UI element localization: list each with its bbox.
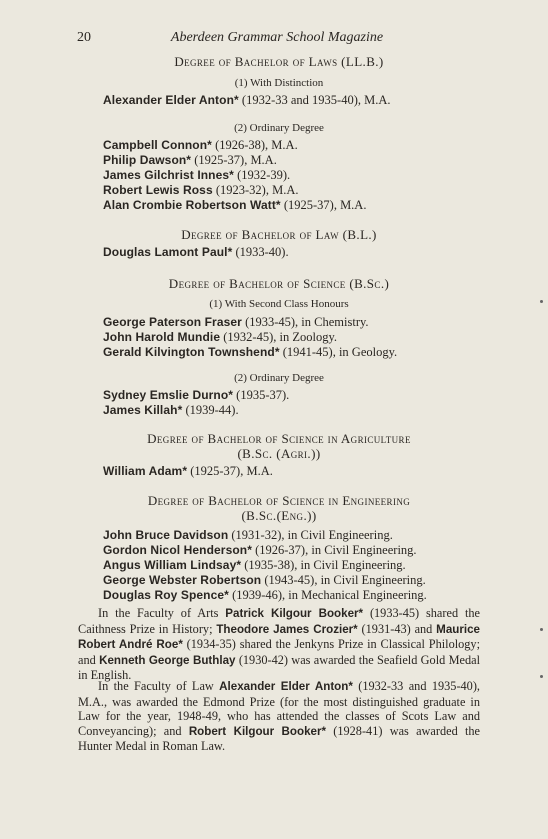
graduate-entry [103, 464, 455, 479]
graduate-name: Sydney Emslie Durno* [103, 388, 234, 402]
graduate-details: (1932-39). [233, 168, 291, 182]
graduate-details: (1941-45), in Geology. [279, 345, 398, 359]
page-number: 20 [77, 30, 91, 45]
graduate-name: Philip Dawson* [103, 153, 192, 167]
graduate-name: John Harold Mundie [103, 330, 221, 344]
graduate-entry [103, 588, 455, 603]
prize-name: Robert Kilgour Booker* [188, 724, 327, 738]
prize-paragraph-law [78, 679, 480, 754]
graduate-details: (1925-37), M.A. [187, 464, 273, 478]
graduate-entry [103, 245, 455, 260]
graduate-name: James Killah* [103, 403, 183, 417]
graduate-entry [103, 543, 455, 558]
graduate-name: Campbell Connon* [103, 138, 212, 152]
prize-paragraph-arts [78, 606, 480, 683]
graduate-name: George Paterson Fraser [103, 315, 242, 329]
section-subheading: (1) With Second Class Honours [209, 298, 349, 310]
graduate-entry [103, 153, 455, 168]
graduate-name: John Bruce Davidson [103, 528, 229, 542]
graduate-name: Alexander Elder Anton* [103, 93, 239, 107]
graduate-details: (1933-45), in Chemistry. [241, 315, 369, 329]
section-subheading: (2) Ordinary Degree [234, 372, 324, 384]
magazine-title: Aberdeen Grammar School Magazine [170, 30, 384, 45]
section-heading: Degree of Bachelor of Science in Engineering [147, 493, 411, 508]
margin-speck [540, 300, 543, 303]
graduate-entry [103, 388, 455, 403]
graduate-name: Gordon Nicol Henderson* [103, 543, 252, 557]
running-header [77, 30, 477, 48]
graduate-details: (1925-37), M.A. [280, 198, 367, 212]
graduate-entry [103, 528, 455, 543]
graduate-name: Robert Lewis Ross [103, 183, 213, 197]
graduate-details: (1925-37), M.A. [191, 153, 277, 167]
section-heading: Degree of Bachelor of Laws (LL.B.) [174, 54, 384, 69]
section-heading-abbrev: (B.Sc.(Eng.)) [241, 508, 317, 523]
graduate-entry [103, 330, 455, 345]
prize-name: Maurice Robert André Roe* [78, 622, 480, 652]
graduate-entry [103, 558, 455, 573]
graduate-entry [103, 403, 455, 418]
graduate-details: (1932-45), in Zoology. [220, 330, 338, 344]
graduate-name: Alan Crombie Robertson Watt* [103, 198, 281, 212]
graduate-details: (1943-45), in Civil Engineering. [261, 573, 426, 587]
graduate-name: Gerald Kilvington Townshend* [103, 345, 280, 359]
section-heading: Degree of Bachelor of Science in Agriculture [147, 431, 411, 446]
prize-text: (1928-41) was awarded the Hunter Medal in Roman Law. [78, 723, 481, 754]
graduate-entry [103, 198, 455, 213]
graduate-details: (1923-32), M.A. [212, 183, 299, 197]
prize-text: (1934-35) shared the Jenkyns Prize in Classical Philology; and [78, 637, 480, 667]
prize-text: (1930-42) was awarded the Seafield Gold Medal in English. [78, 652, 480, 683]
graduate-entry [103, 138, 455, 153]
prize-text: (1931-43) and [357, 621, 437, 636]
section-heading: Degree of Bachelor of Science (B.Sc.) [168, 276, 390, 291]
graduate-details: (1939-44). [182, 403, 239, 417]
graduate-name: Douglas Roy Spence* [103, 588, 229, 602]
section-subheading: (1) With Distinction [234, 77, 324, 89]
graduate-details: (1926-37), in Civil Engineering. [251, 543, 417, 557]
prize-name: Patrick Kilgour Booker* [225, 607, 364, 620]
prize-name: Theodore James Crozier* [216, 622, 358, 636]
graduate-entry [103, 93, 455, 108]
graduate-entry [103, 573, 455, 588]
prize-name: Alexander Elder Anton* [219, 680, 353, 693]
graduate-name: Douglas Lamont Paul* [103, 245, 233, 259]
prize-text: In the Faculty of Arts [98, 606, 226, 620]
graduate-details: (1932-33 and 1935-40), M.A. [238, 93, 391, 107]
graduate-details: (1926-38), M.A. [211, 138, 298, 152]
graduate-details: (1931-32), in Civil Engineering. [228, 528, 393, 542]
prize-text: In the Faculty of Law [98, 679, 220, 693]
graduate-details: (1933-40). [232, 245, 289, 259]
graduate-entry [103, 168, 455, 183]
graduate-details: (1935-37). [233, 388, 290, 402]
margin-speck [540, 628, 543, 631]
graduate-name: William Adam* [103, 464, 188, 478]
section-subheading: (2) Ordinary Degree [234, 122, 324, 134]
section-heading: Degree of Bachelor of Law (B.L.) [181, 227, 377, 242]
graduate-details: (1935-38), in Civil Engineering. [241, 558, 406, 572]
margin-speck [540, 675, 543, 678]
graduate-name: James Gilchrist Innes* [103, 168, 234, 182]
prize-name: Kenneth George Buthlay [99, 653, 236, 667]
graduate-entry [103, 183, 455, 198]
graduate-details: (1939-46), in Mechanical Engineering. [228, 588, 427, 602]
prize-text: (1932-33 and 1935-40), M.A., was awarded the Edmond Prize (for the most distinguished graduate in Law for the year, 1948-49, who has attended the classes of Scots Law and Conveyancing); and [78, 679, 481, 738]
prize-text: (1933-45) shared the Caithness Prize in History; [78, 606, 480, 636]
graduate-entry [103, 345, 455, 360]
graduate-name: Angus William Lindsay* [103, 558, 242, 572]
graduate-name: George Webster Robertson [103, 573, 262, 587]
section-heading-abbrev: (B.Sc. (Agri.)) [237, 446, 321, 461]
graduate-entry [103, 315, 455, 330]
